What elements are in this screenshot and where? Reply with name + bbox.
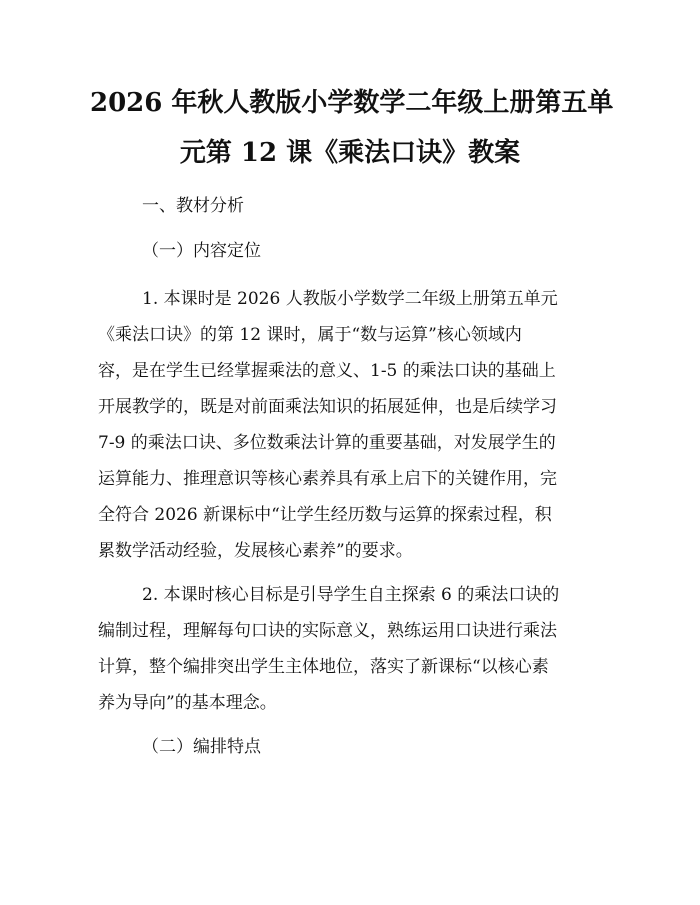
paragraph-1-line: 开展教学的，既是对前面乘法知识的拓展延伸，也是后续学习 <box>98 397 557 417</box>
paragraph-1-line: 容，是在学生已经掌握乘法的意义、1-5 的乘法口诀的基础上 <box>98 361 556 381</box>
paragraph-1-line: 1. 本课时是 2026 人教版小学数学二年级上册第五单元 <box>142 289 558 309</box>
subsection-heading-content-positioning: （一）内容定位 <box>142 241 261 261</box>
paragraph-1-line: 全符合 2026 新课标中“让学生经历数与运算的探索过程，积 <box>98 505 552 525</box>
paragraph-1-line: 7-9 的乘法口诀、多位数乘法计算的重要基础，对发展学生的 <box>98 433 556 453</box>
paragraph-2-line: 编制过程，理解每句口诀的实际意义，熟练运用口诀进行乘法 <box>98 621 557 641</box>
document-title-line-2: 元第 12 课《乘法口诀》教案 <box>179 138 521 168</box>
paragraph-2-line: 计算，整个编排突出学生主体地位，落实了新课标“以核心素 <box>98 657 549 677</box>
paragraph-2-line: 养为导向”的基本理念。 <box>98 693 277 713</box>
paragraph-1 <box>98 281 618 569</box>
paragraph-1-line: 累数学活动经验，发展核心素养”的要求。 <box>98 541 413 561</box>
paragraph-2-line: 2. 本课时核心目标是引导学生自主探索 6 的乘法口诀的 <box>142 585 560 605</box>
paragraph-1-line: 运算能力、推理意识等核心素养具有承上启下的关键作用，完 <box>98 469 557 489</box>
document-title-line-1: 2026 年秋人教版小学数学二年级上册第五单 <box>90 88 614 118</box>
paragraph-2 <box>98 577 618 721</box>
paragraph-1-line: 《乘法口诀》的第 12 课时，属于“数与运算”核心领域内 <box>98 325 522 345</box>
subsection-heading-arrangement-features: （二）编排特点 <box>142 737 261 757</box>
section-heading-textbook-analysis: 一、教材分析 <box>142 196 244 216</box>
